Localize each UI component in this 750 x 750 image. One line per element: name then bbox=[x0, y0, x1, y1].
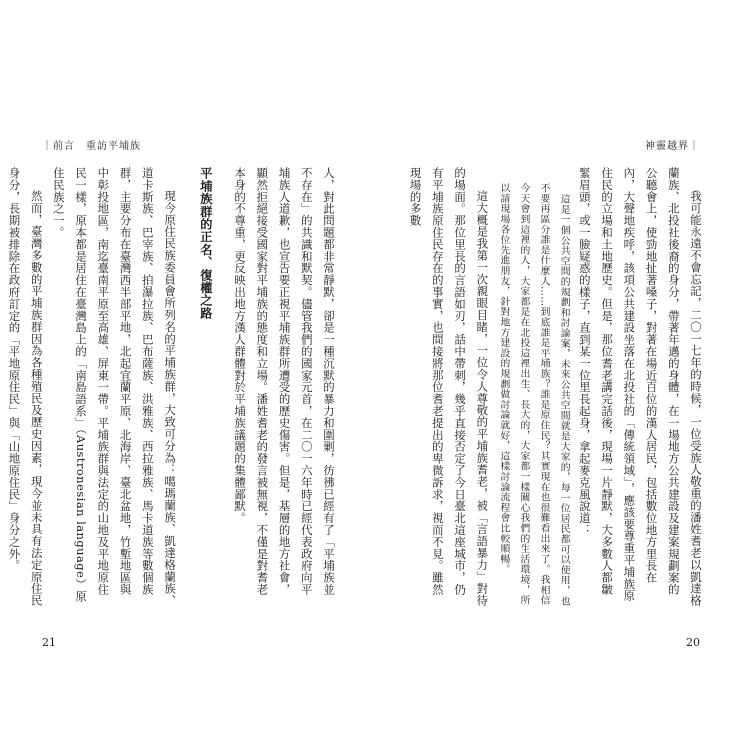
right-page bbox=[375, 0, 750, 750]
right-text-block bbox=[405, 167, 707, 607]
running-head-left: ｜前言 重訪平埔族 bbox=[42, 141, 141, 152]
block-quote: 這是一個公共空間的規劃和討論案，未來公共空間就是大家的，每一位居民都可以使用，也不要再區分誰是什麼人……到底誰是平埔族？誰是原住民？其實現在也很難看出來了。我相信今天會到這裡的人，大家都是在北投這裡出生、長大的，大家都一樣關心我們的生活環境，所以請現場各位先進朋友，針對地方建設的規劃做討論就好，這樣討論流程會比較順暢。 bbox=[498, 182, 570, 607]
right-paragraph-2: 這大概是我第一次親眼目睹，一位令人尊敬的平埔族耆老，被「言語暴力」對待的場面。那位里長的言語如刃，話中帶刺，幾乎直接否定了今日臺北這座城市，仍有平埔族原住民存在的事實，也間接將那位耆老提出的卑微訴求，視而不見。雖然現場的多數 bbox=[408, 167, 490, 607]
running-head-right: 神靈越界｜ bbox=[645, 141, 700, 152]
page-number-right: 20 bbox=[686, 636, 700, 649]
section-heading: 平埔族群的正名、復權之路 bbox=[198, 167, 213, 320]
left-paragraph-2: 現今原住民族委員會所列名的平埔族群，大致可分為：噶瑪蘭族、凱達格蘭族、道卡斯族、巴宰族、拍瀑拉族、巴布薩族、洪雅族、西拉雅族、馬卡道族等數個族群，主要分布在臺灣西半部平地，北起宜蘭平原、北海岸、臺北盆地，竹塹地區與中彰投地區，南迄臺南平原至高雄、屏東一帶。平埔族群與法定的山地及平地原住民一樣，原本都是居住在臺灣島上的「南島語系」（Austronesian language）原住民族之一。 bbox=[51, 167, 178, 607]
right-paragraph-1: 我可能永遠不會忘記，二〇一七年的時候，一位受族人敬重的潘姓耆老以凱達格蘭族、北投社後裔的身分，帶著年邁的身體，在一場地方公共建設及建案規劃案的公聽會上，使勁地扯著嗓子，對著在場近百位的漢人居民，包括數位地方里長在內，大聲地疾呼，該項公共建設坐落在北投社的「傳統領域」，應該要尊重平埔族原住民的立場和土地歷史。但是，那位耆老講完話後，現場一片靜默，大多數人都皺緊眉頭，或一臉疑惑的樣子，直到某一位里長起身，拿起麥克風說道： bbox=[577, 167, 703, 607]
left-text-block bbox=[7, 167, 340, 607]
left-paragraph-3: 然而，臺灣多數的平埔族群因為各種殖民及歷史因素，現今並未具有法定原住民身分，長期被排除在政府訂定的「平地原住民」與「山地原住民」身分之外。 bbox=[7, 167, 44, 607]
page-number-left: 21 bbox=[42, 636, 56, 649]
left-paragraph-1: 人，對此問題都非常靜默，卻是一種沉默的暴力和圍剿，彷彿已經有了「平埔族並不存在」的共識和默契。儘管我們的國家元首，在二〇一六年時已經代表政府向平埔族人道歉，也宣告要正視平埔族群所遭受的歷史傷害。但是，基層的地方社會，顯然拒絕接受國家對平埔族的態度和立場。潘姓耆老的發言被無視，不僅是對耆老本身的不尊重，更反映出地方漢人群體對於平埔族議題的集體鄙默。 bbox=[233, 167, 336, 596]
